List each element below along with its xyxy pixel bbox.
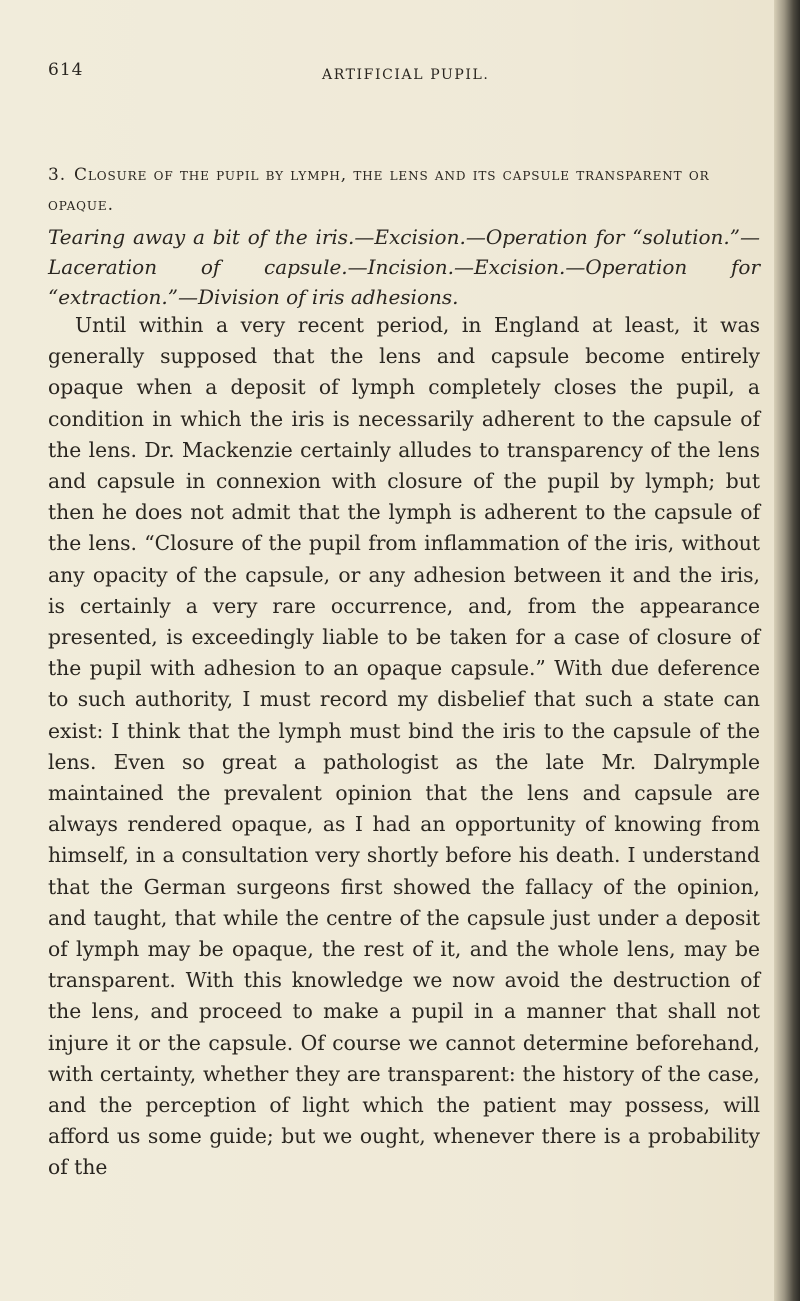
section-number: 3. <box>48 165 67 185</box>
body-paragraph: Until within a very recent period, in England at least, it was generally supposed that the lens and capsule become entirely opaque when a deposit of lymph completely closes the pupil, a condition in which the iris is necessarily adherent to the capsule of the lens. Dr. Mackenzie certainly alludes to transparency of the lens and capsule in connexion with closure of the pupil by lymph; but then he does not admit that the lymph is adherent to the capsule of the lens. “Closure of the pupil from inflammation of the iris, without any opacity of the capsule, or any adhesion between it and the iris, is certainly a very rare occurrence, and, from the appearance presented, is exceedingly liable to be taken for a case of closure of the pupil with adhesion to an opaque capsule.” With due deference to such authority, I must record my disbelief that such a state can exist: I think that the lymph must bind the iris to the capsule of the lens. Even so great a pathologist as the late Mr. Dalrymple maintained the prevalent opinion that the lens and capsule are always rendered opaque, as I had an opportunity of knowing from himself, in a consultation very shortly before his death. I understand that the German surgeons first showed the fallacy of the opinion, and taught, that while the centre of the capsule just under a deposit of lymph may be opaque, the rest of it, and the whole lens, may be transparent. With this knowledge we now avoid the destruction of the lens, and proceed to make a pupil in a manner that shall not injure it or the capsule. Of course we cannot determine beforehand, with certainty, whether they are transparent: the history of the case, and the perception of light which the patient may possess, will afford us some guide; but we ought, whenever there is a probability of the <box>48 313 760 1180</box>
book-spine-shadow <box>774 0 800 1301</box>
page-number: 614 <box>48 60 84 80</box>
section-heading <box>48 160 748 220</box>
contents-line: Tearing away a bit of the iris.—Excision.—Operation for “solution.”—Laceration of capsule.—Incision.—Excision.—Operation for “extraction.”—Division of iris adhesions. <box>48 225 760 309</box>
running-head: ARTIFICIAL PUPIL. <box>322 67 490 83</box>
section-heading-text: Closure of the pupil by lymph, the lens and its capsule transparent or opaque. <box>48 165 710 215</box>
